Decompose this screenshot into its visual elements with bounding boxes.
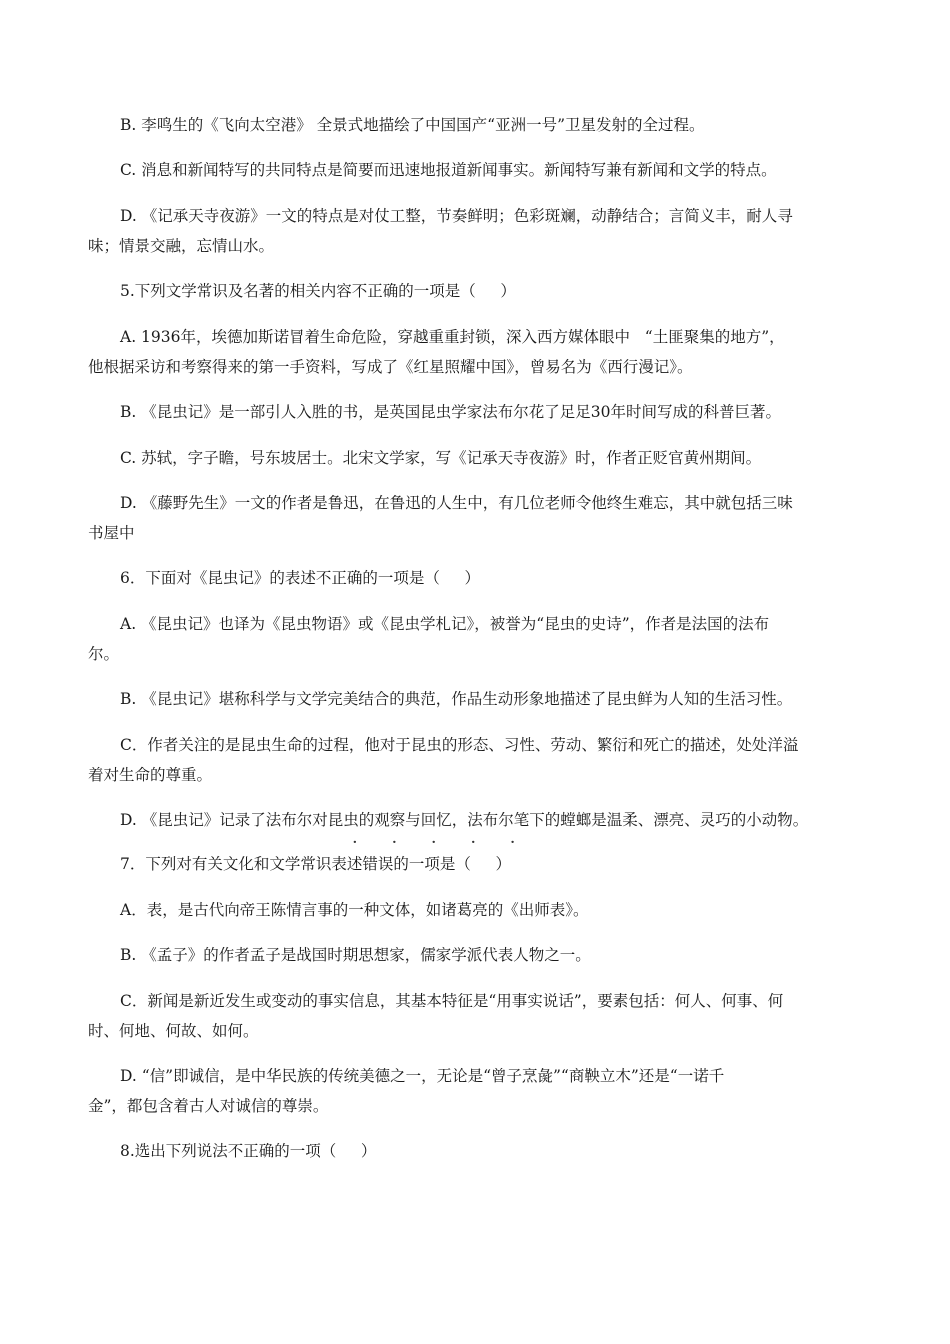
q5-option-d-line1: D. 《藤野先生》一文的作者是鲁迅，在鲁迅的人生中，有几位老师令他终生难忘，其中就包括三味 <box>120 494 793 512</box>
q7-option-b: B. 《孟子》的作者孟子是战国时期思想家，儒家学派代表人物之一。 <box>120 946 591 964</box>
q5-option-c: C. 苏轼，字子瞻，号东坡居士。北宋文学家，写《记承天寺夜游》时，作者正贬官黄州期间。 <box>120 449 762 467</box>
q7-option-a: A．表，是古代向帝王陈情言事的一种文体，如诸葛亮的《出师表》。 <box>120 901 589 919</box>
q7-option-d-line1: D. “信”即诚信，是中华民族的传统美德之一，无论是“曾子烹彘”“商鞅立木”还是“一诺千 <box>120 1067 725 1085</box>
q6-option-a-line1: A. 《昆虫记》也译为《昆虫物语》或《昆虫学札记》，被誉为“昆虫的史诗”，作者是法国的法布 <box>120 615 770 633</box>
emphasis-dots: · · · · · <box>352 832 530 853</box>
question-6: 6．下面对《昆虫记》的表述不正确的一项是（ ） <box>120 569 480 587</box>
q6-option-c-line1: C．作者关注的是昆虫生命的过程，他对于昆虫的形态、习性、劳动、繁衍和死亡的描述，处处洋溢 <box>120 736 799 754</box>
q6-option-d: D. 《昆虫记》记录了法布尔对昆虫的观察与回忆，法布尔笔下的螳螂是温柔、漂亮、灵巧的小动物。 <box>120 811 809 829</box>
q7-option-d-line2: 金”，都包含着古人对诚信的尊崇。 <box>88 1097 329 1115</box>
q5-option-a-line2: 他根据采访和考察得来的第一手资料，写成了《红星照耀中国》，曾易名为《西行漫记》。 <box>88 358 693 376</box>
q6-option-b: B. 《昆虫记》堪称科学与文学完美结合的典范，作品生动形象地描述了昆虫鲜为人知的生活习性。 <box>120 690 793 708</box>
question-8: 8.选出下列说法不正确的一项（ ） <box>120 1142 377 1160</box>
q4-option-d-line2: 味；情景交融，忘情山水。 <box>88 237 275 255</box>
q4-option-b: B. 李鸣生的《飞向太空港》 全景式地描绘了中国国产“亚洲一号”卫星发射的全过程。 <box>120 116 705 134</box>
q5-option-d-line2: 书屋中 <box>88 524 135 542</box>
q7-option-c-line1: C．新闻是新近发生或变动的事实信息，其基本特征是“用事实说话”，要素包括：何人、何事、何 <box>120 992 784 1010</box>
q4-option-d-line1: D. 《记承天寺夜游》一文的特点是对仗工整，节奏鲜明；色彩斑斓，动静结合；言简义丰，耐人寻 <box>120 207 793 225</box>
q5-option-a-line1: A. 1936年，埃德加斯诺冒着生命危险，穿越重重封锁，深入西方媒体眼中 “土匪聚集的地方”， <box>120 328 785 346</box>
q6-option-c-line2: 着对生命的尊重。 <box>88 766 213 784</box>
q4-option-c: C. 消息和新闻特写的共同特点是简要而迅速地报道新闻事实。新闻特写兼有新闻和文学的特点。 <box>120 161 777 179</box>
q6-option-a-line2: 尔。 <box>88 645 120 663</box>
q5-option-b: B. 《昆虫记》是一部引人入胜的书，是英国昆虫学家法布尔花了足足30年时间写成的科普巨著。 <box>120 403 781 421</box>
question-5: 5.下列文学常识及名著的相关内容不正确的一项是（ ） <box>120 282 516 300</box>
q7-option-c-line2: 时、何地、何故、如何。 <box>88 1022 259 1040</box>
question-7: 7．下列对有关文化和文学常识表述错误的一项是（ ） <box>120 855 511 873</box>
